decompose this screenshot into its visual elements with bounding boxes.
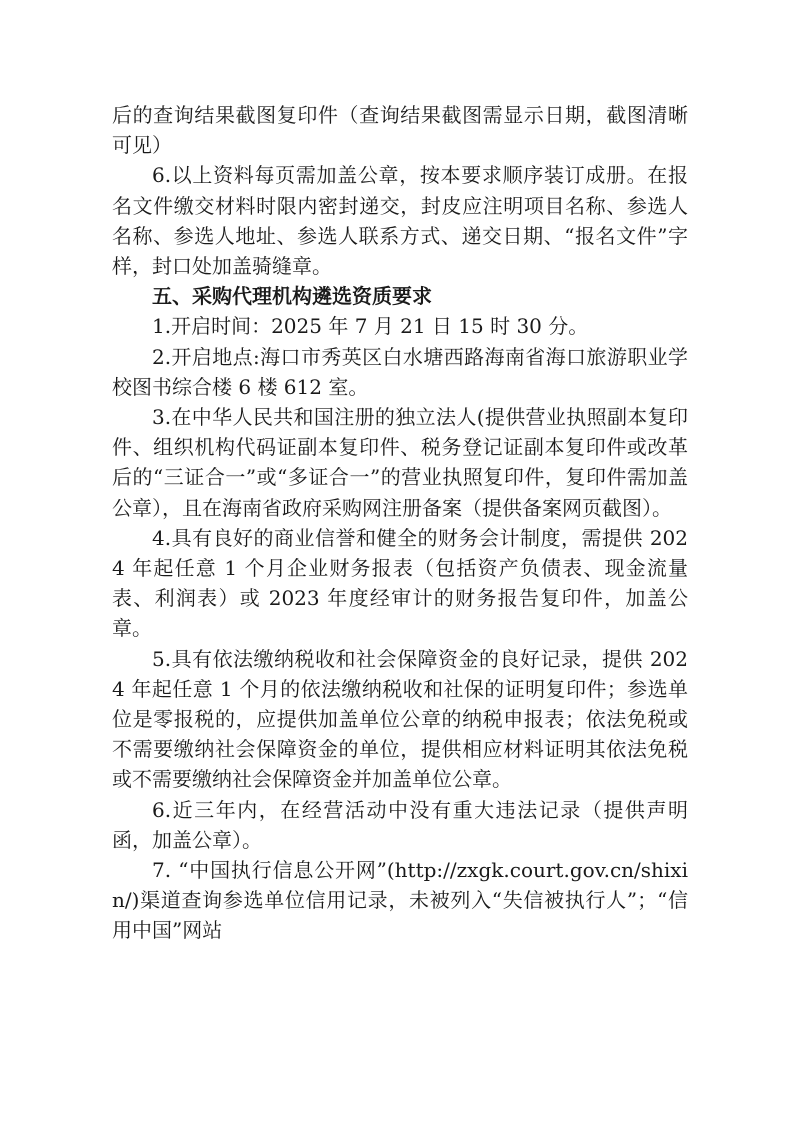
paragraph-item-1-opening-time: 1.开启时间：2025 年 7 月 21 日 15 时 30 分。 <box>152 314 589 339</box>
paragraph-item-6-binding: 6.以上资料每页需加盖公章，按本要求顺序装订成册。在报名文件缴交材料时限内密封递交，封皮应注明项目名称、参选人名称、参选人地址、参选人联系方式、递交日期、“报名文件”字样，封口处加盖骑缝章。 <box>112 163 688 279</box>
section-heading: 五、采购代理机构遴选资质要求 <box>152 284 432 309</box>
paragraph-item-3-registration: 3.在中华人民共和国注册的独立法人(提供营业执照副本复印件、组织机构代码证副本复印件、税务登记证副本复印件或改革后的“三证合一”或“多证合一”的营业执照复印件，复印件需加盖公章），且在海南省政府采购网注册备案（提供备案网页截图）。 <box>112 405 688 520</box>
paragraph-item-7-credit: 7. “中国执行信息公开网”(http://zxgk.court.gov.cn/shixin/)渠道查询参选单位信用记录，未被列入“失信被执行人”；“信用中国”网站 <box>112 858 688 943</box>
paragraph-item-5-tax-social: 5.具有依法缴纳税收和社会保障资金的良好记录，提供 2024 年起任意 1 个月的依法缴纳税收和社保的证明复印件；参选单位是零报税的，应提供加盖单位公章的纳税申报表；依法免税或不需要缴纳社会保障资金的单位，提供相应材料证明其依法免税或不需要缴纳社会保障资金并加盖单位公章。 <box>112 646 688 792</box>
continuation-paragraph: 后的查询结果截图复印件（查询结果截图需显示日期，截图清晰可见） <box>112 103 688 158</box>
paragraph-item-4-financial: 4.具有良好的商业信誉和健全的财务会计制度，需提供 2024 年起任意 1 个月企业财务报表（包括资产负债表、现金流量表、利润表）或 2023 年度经审计的财务报告复印件，加盖公章。 <box>112 525 688 641</box>
paragraph-item-6-no-violation: 6.近三年内，在经营活动中没有重大违法记录（提供声明函，加盖公章）。 <box>112 797 688 852</box>
document-body <box>112 100 688 946</box>
paragraph-item-2-opening-location: 2.开启地点:海口市秀英区白水塘西路海南省海口旅游职业学校图书综合楼 6 楼 612 室。 <box>112 344 688 399</box>
